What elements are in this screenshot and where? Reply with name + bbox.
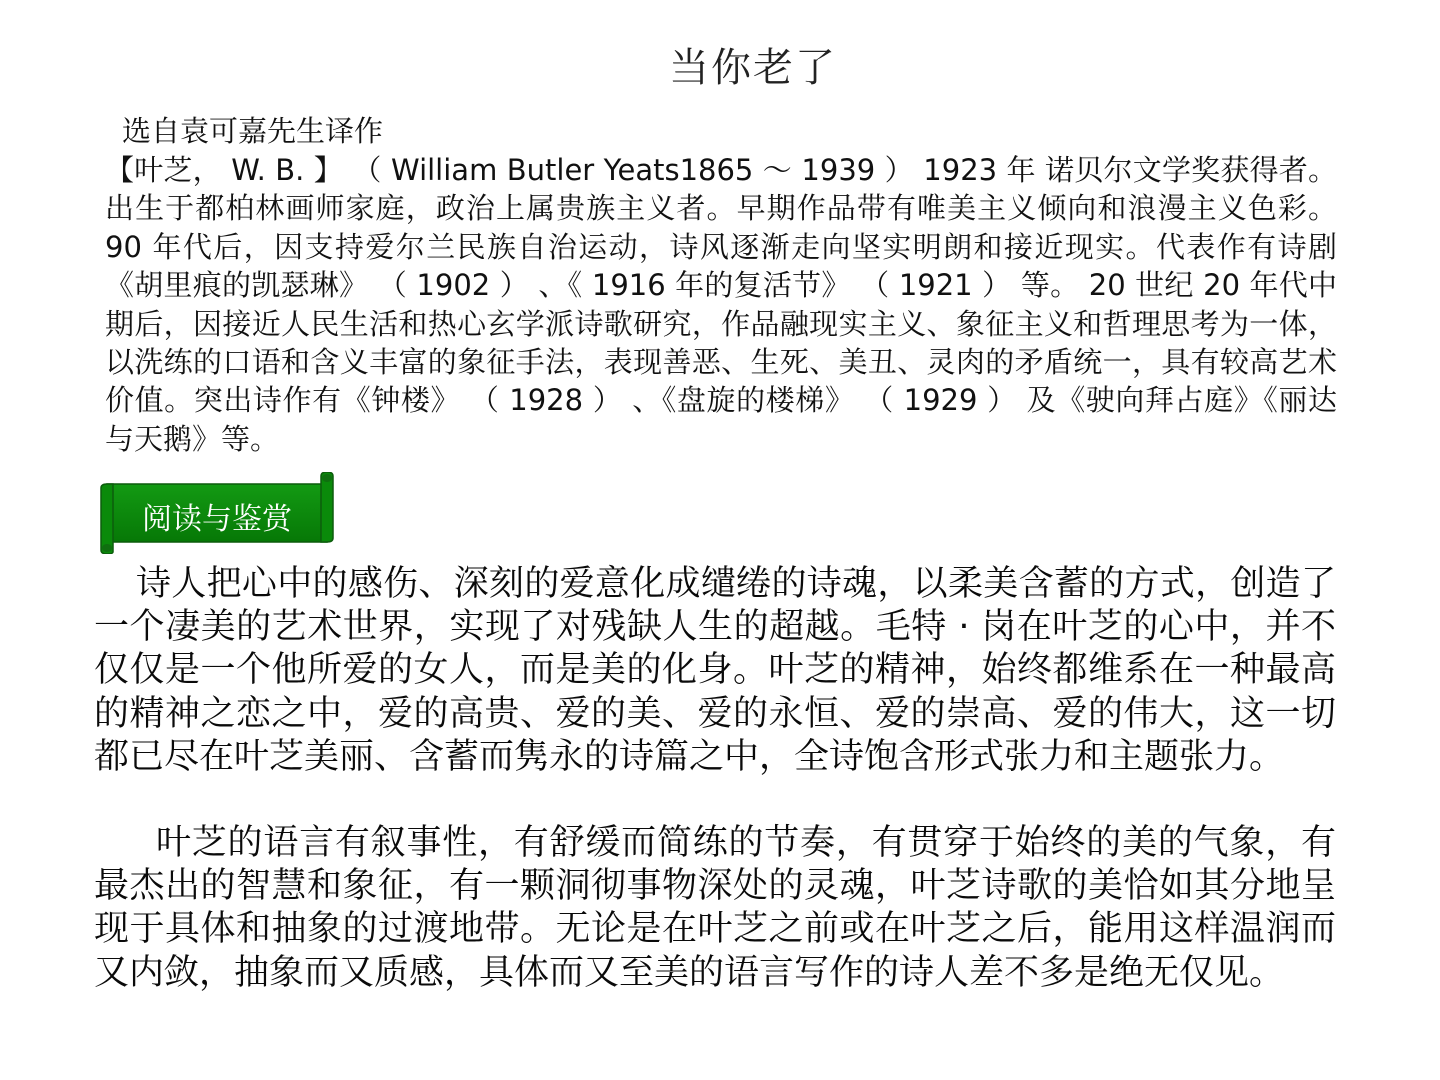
slide-title: 当你老了: [669, 45, 837, 91]
source-note: 选自袁可嘉先生译作: [122, 114, 384, 148]
appreciation-paragraph-2: 叶芝的语言有叙事性，有舒缓而简练的节奏，有贯穿于始终的美的气象，有最杰出的智慧和象征，有一颗洞彻事物深处的灵魂，叶芝诗歌的美恰如其分地呈现于具体和抽象的过渡地带。无论是在叶芝之前或在叶芝之后，能用这样温润而又内敛，抽象而又质感，具体而又至美的语言写作的诗人差不多是绝无仅见。: [94, 823, 1336, 993]
section-banner: [99, 472, 335, 554]
section-label: 阅读与鉴赏: [142, 502, 292, 537]
author-bio: 【叶芝， W. B. 】 （ William Butler Yeats1865 ～ 1939 ） 1923 年 诺贝尔文学奖获得者。出生于都柏林画师家庭，政治上属贵族主义者。早期作品带有唯美主义倾向和浪漫主义色彩。 90 年代后，因支持爱尔兰民族自治运动，诗风逐渐走向坚实明朗和接近现实。代表作有诗剧《胡里痕的凯瑟琳》 （ 1902 ） 、《 1916 年的复活节》 （ 1921 ） 等。 20 世纪 20 年代中期后，因接近人民生活和热心玄学派诗歌研究，作品融现实主义、象征主义和哲理思考为一体，以洗练的口语和含义丰富的象征手法，表现善恶、生死、美丑、灵肉的矛盾统一，具有较高艺术价值。突出诗作有《钟楼》 （ 1928 ） 、《盘旋的楼梯》 （ 1929 ） 及《驶向拜占庭》《丽达与天鹅》等。: [105, 153, 1337, 456]
appreciation-paragraph-1: 诗人把心中的感伤、深刻的爱意化成缱绻的诗魂，以柔美含蓄的方式，创造了一个凄美的艺术世界，实现了对残缺人生的超越。毛特 · 岗在叶芝的心中，并不仅仅是一个他所爱的女人，而是美的化身。叶芝的精神，始终都维系在一种最高的精神之恋之中，爱的高贵、爱的美、爱的永恒、爱的崇高、爱的伟大，这一切都已尽在叶芝美丽、含蓄而隽永的诗篇之中，全诗饱含形式张力和主题张力。: [94, 564, 1336, 777]
